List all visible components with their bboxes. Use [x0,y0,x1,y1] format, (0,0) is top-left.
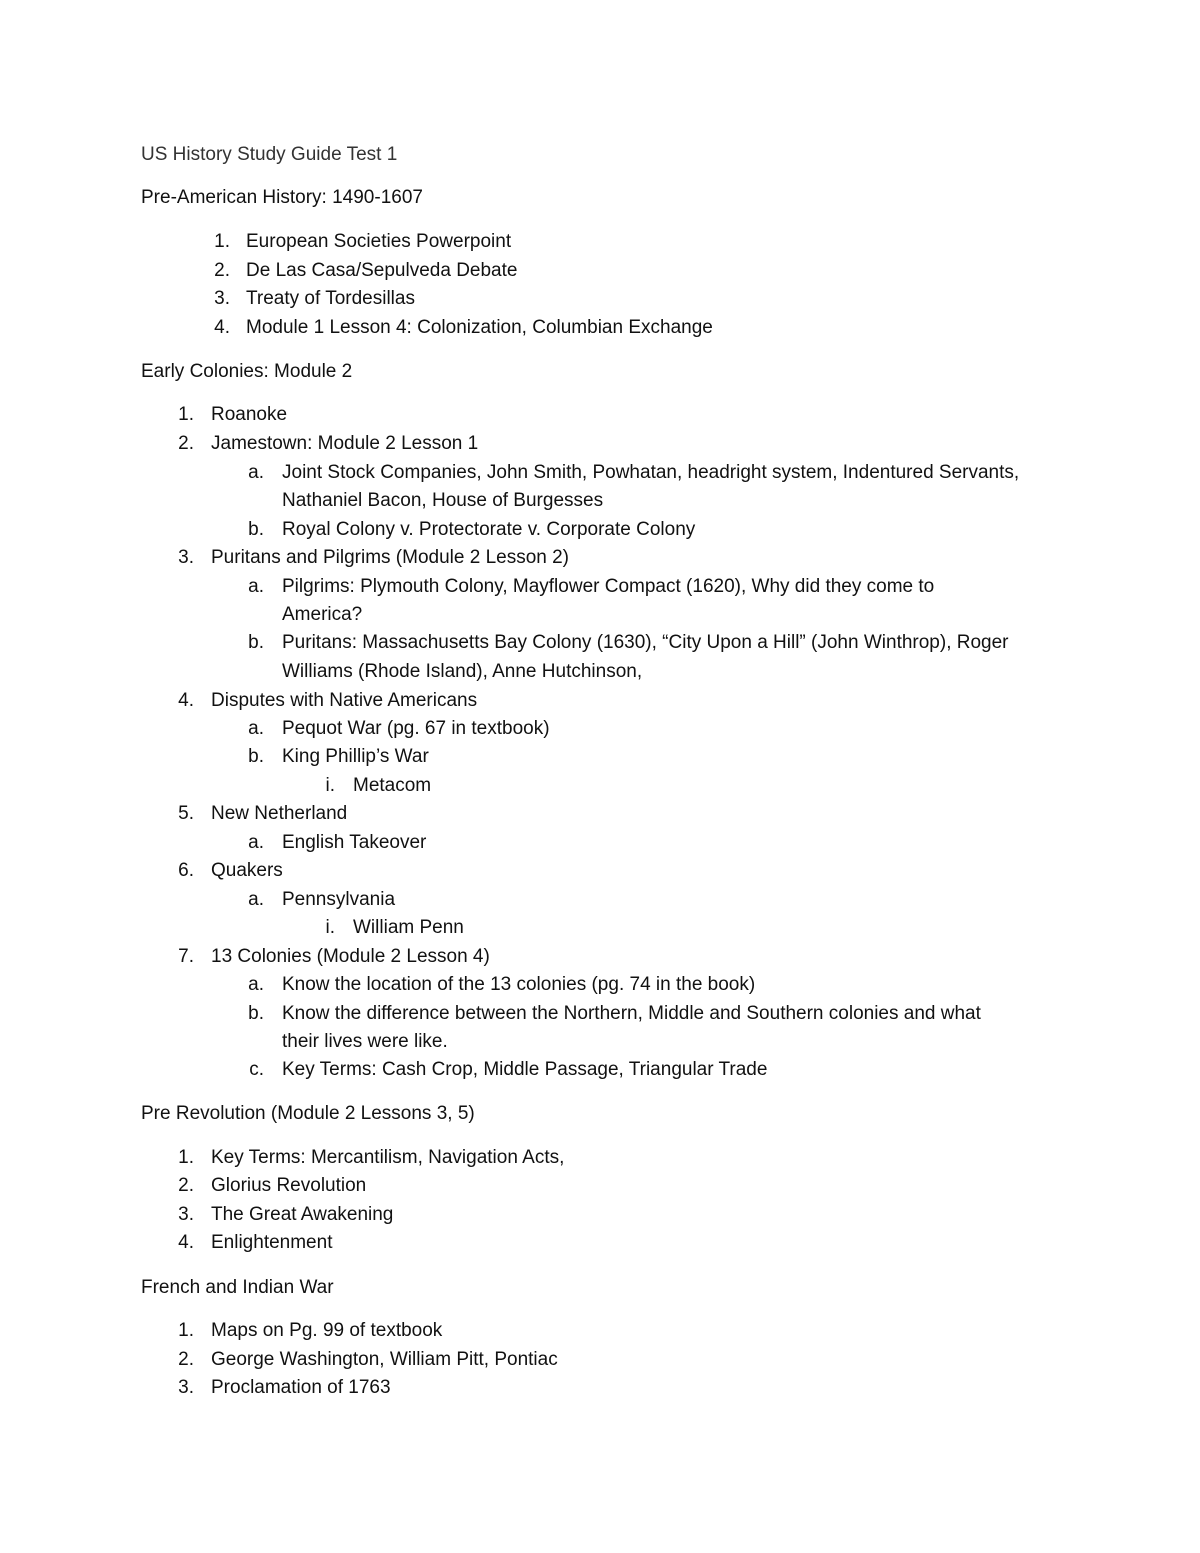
list-item-text: Puritans: Massachusetts Bay Colony (1630), “City Upon a Hill” (John Winthrop), Roger [282,632,1009,653]
list-item-text: New Netherland [211,803,348,824]
list-item-text: Module 1 Lesson 4: Colonization, Columbian Exchange [246,317,713,338]
section-heading: Pre-American History: 1490-1607 [141,187,423,208]
list-marker: 4. [178,1232,194,1253]
list-item-text: Enlightenment [211,1232,333,1253]
list-marker: a. [248,889,264,910]
list-marker: a. [248,718,264,739]
list-item-text: King Phillip’s War [282,746,429,767]
list-item-text: Pilgrims: Plymouth Colony, Mayflower Compact (1620), Why did they come to [282,576,935,597]
list-marker: 2. [214,260,230,281]
list-item-text: European Societies Powerpoint [246,231,512,252]
list-item-text: George Washington, William Pitt, Pontiac [211,1349,558,1370]
list-marker: 1. [178,1320,194,1341]
list-marker: 2. [178,1175,194,1196]
list-marker: 4. [214,317,230,338]
list-marker: 5. [178,803,194,824]
list-marker: c. [249,1059,264,1080]
list-item-text: Jamestown: Module 2 Lesson 1 [211,433,479,454]
list-item-text: Williams (Rhode Island), Anne Hutchinson, [282,661,643,682]
list-item-text: Roanoke [211,404,288,425]
list-marker: a. [248,832,264,853]
list-marker: 4. [178,690,194,711]
list-item-text: Puritans and Pilgrims (Module 2 Lesson 2) [211,547,570,568]
list-marker: 1. [178,404,194,425]
list-marker: i. [325,917,335,938]
list-item-text: Joint Stock Companies, John Smith, Powhatan, headright system, Indentured Servants, [282,462,1020,483]
list-marker: a. [248,576,264,597]
list-marker: a. [248,462,264,483]
list-item-text: English Takeover [282,832,427,853]
list-marker: 2. [178,433,194,454]
list-item-text: Pennsylvania [282,889,396,910]
list-item-text: Pequot War (pg. 67 in textbook) [282,718,550,739]
list-item-text: De Las Casa/Sepulveda Debate [246,260,518,281]
list-item-text: America? [282,604,363,625]
list-item-text: their lives were like. [282,1031,448,1052]
list-item-text: The Great Awakening [211,1204,394,1225]
section-heading: Early Colonies: Module 2 [141,361,353,382]
list-item-text: Disputes with Native Americans [211,690,478,711]
list-marker: 3. [178,1204,194,1225]
list-marker: b. [248,519,264,540]
list-marker: 1. [178,1147,194,1168]
list-marker: a. [248,974,264,995]
list-item-text: Glorius Revolution [211,1175,367,1196]
list-marker: i. [325,775,335,796]
list-item-text: Proclamation of 1763 [211,1377,391,1398]
list-marker: 2. [178,1349,194,1370]
list-marker: 3. [178,1377,194,1398]
list-marker: 6. [178,860,194,881]
list-item-text: Nathaniel Bacon, House of Burgesses [282,490,604,511]
list-item-text: Key Terms: Cash Crop, Middle Passage, Triangular Trade [282,1059,768,1080]
section-heading: Pre Revolution (Module 2 Lessons 3, 5) [141,1103,475,1124]
list-marker: b. [248,1003,264,1024]
list-marker: b. [248,746,264,767]
list-marker: 3. [214,288,230,309]
list-item-text: Quakers [211,860,283,881]
list-marker: 1. [214,231,230,252]
list-marker: b. [248,632,264,653]
list-item-text: Know the location of the 13 colonies (pg. 74 in the book) [282,974,756,995]
list-marker: 7. [178,946,194,967]
list-item-text: Maps on Pg. 99 of textbook [211,1320,443,1341]
list-item-text: William Penn [353,917,464,938]
list-item-text: Key Terms: Mercantilism, Navigation Acts, [211,1147,565,1168]
list-item-text: Metacom [353,775,432,796]
list-item-text: 13 Colonies (Module 2 Lesson 4) [211,946,490,967]
list-item-text: Know the difference between the Northern, Middle and Southern colonies and what [282,1003,981,1024]
list-item-text: Treaty of Tordesillas [246,288,415,309]
list-item-text: Royal Colony v. Protectorate v. Corporate Colony [282,519,696,540]
list-marker: 3. [178,547,194,568]
section-heading: French and Indian War [141,1277,334,1298]
document-title: US History Study Guide Test 1 [141,144,398,165]
